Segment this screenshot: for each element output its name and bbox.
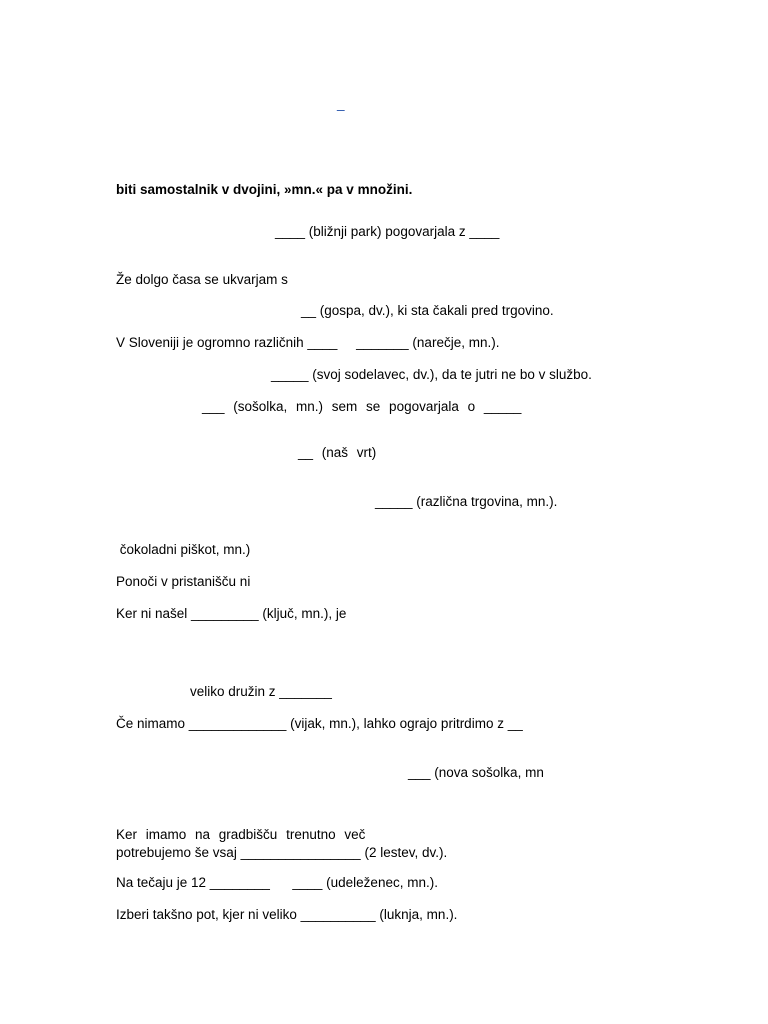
exercise-line: __ (naš vrt) — [298, 445, 377, 460]
exercise-line: potrebujemo še vsaj ________________ (2 lestev, dv.). — [116, 845, 448, 860]
exercise-line: V Sloveniji je ogromno različnih ____ _______ (narečje, mn.). — [116, 335, 500, 350]
exercise-line: Že dolgo časa se ukvarjam s — [116, 272, 288, 287]
exercise-line: ____ (bližnji park) pogovarjala z ____ — [275, 224, 500, 239]
exercise-line: Ponoči v pristanišču ni — [116, 574, 251, 589]
exercise-line: Ker ni našel _________ (ključ, mn.), je — [116, 606, 347, 621]
exercise-line: Izberi takšno pot, kjer ni veliko __________ (luknja, mn.). — [116, 907, 458, 922]
exercise-line: _____ (različna trgovina, mn.). — [375, 494, 558, 509]
link-fragment[interactable]: _ — [337, 96, 345, 111]
exercise-line: čokoladni piškot, mn.) — [116, 542, 251, 557]
exercise-line: __ (gospa, dv.), ki sta čakali pred trgovino. — [301, 303, 554, 318]
exercise-line: ___ (nova sošolka, mn — [408, 765, 544, 780]
exercise-line: _____ (svoj sodelavec, dv.), da te jutri ne bo v službo. — [271, 367, 592, 382]
exercise-line: Ker imamo na gradbišču trenutno več — [116, 827, 366, 842]
exercise-line: veliko družin z _______ — [190, 684, 332, 699]
instruction-text: biti samostalnik v dvojini, »mn.« pa v množini. — [116, 182, 413, 197]
exercise-line: Na tečaju je 12 ________ ____ (udeleženec, mn.). — [116, 875, 438, 890]
exercise-line: Če nimamo _____________ (vijak, mn.), lahko ograjo pritrdimo z __ — [116, 716, 523, 731]
exercise-line: ___ (sošolka, mn.) sem se pogovarjala o _____ — [202, 399, 522, 414]
